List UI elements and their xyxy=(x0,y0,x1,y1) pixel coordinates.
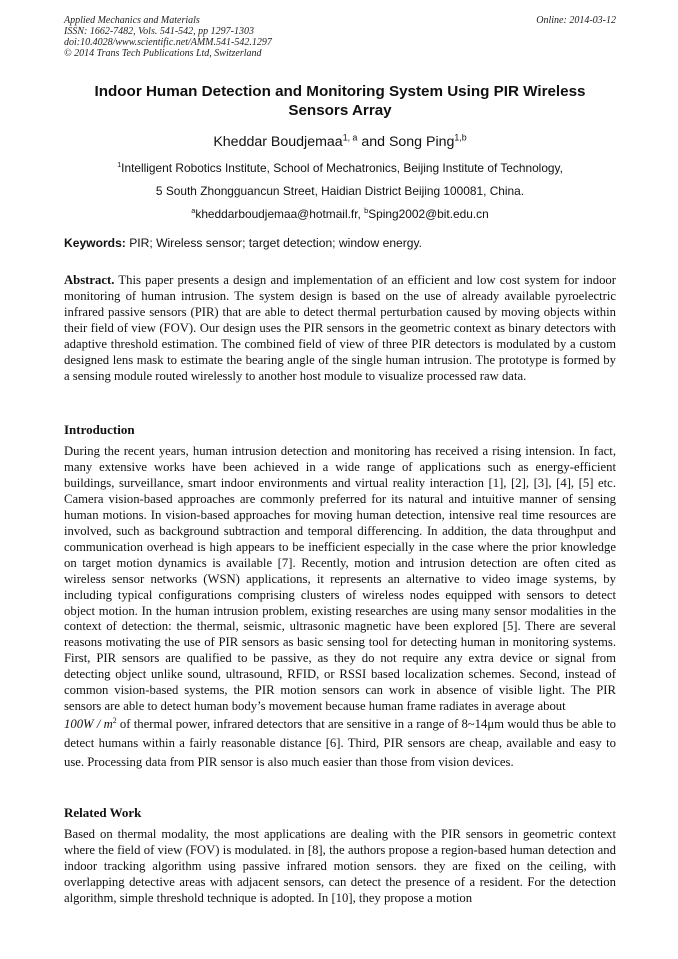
email-line xyxy=(64,203,616,226)
issn-line: ISSN: 1662-7482, Vols. 541-542, pp 1297-1303 xyxy=(64,26,254,37)
power-density-formula: 100W / m xyxy=(64,717,113,732)
introduction-text xyxy=(64,444,616,772)
doi-line: doi:10.4028/www.scientific.net/AMM.541-542.1297 xyxy=(64,37,272,48)
affiliation-block xyxy=(64,157,616,226)
author-1-affil: 1, a xyxy=(342,132,358,143)
author-2: Song Ping xyxy=(388,134,455,150)
email-marker-b: b xyxy=(364,206,369,216)
affiliation-text-1: Intelligent Robotics Institute, School of Mechatronics, Beijing Institute of Technology, xyxy=(121,161,563,175)
paper-title xyxy=(64,82,616,120)
email-b: Sping2002@bit.edu.cn xyxy=(368,207,489,221)
related-work-heading: Related Work xyxy=(64,805,142,820)
math-line xyxy=(64,717,616,769)
abstract-label: Abstract. xyxy=(64,273,115,287)
affiliation-line-2: 5 South Zhongguancun Street, Haidian District Beijing 100081, China. xyxy=(155,184,525,198)
affiliation-line-1 xyxy=(64,157,616,180)
formula-exponent: 2 xyxy=(112,715,117,725)
abstract xyxy=(64,273,616,385)
journal-name: Applied Mechanics and Materials xyxy=(64,15,200,26)
email-marker-a: a xyxy=(191,206,196,216)
author-2-affil: 1,b xyxy=(454,132,467,143)
author-1: Kheddar Boudjemaa xyxy=(213,134,343,150)
affiliation-marker: 1 xyxy=(117,160,122,170)
keywords-text: PIR; Wireless sensor; target detection; window energy. xyxy=(125,236,423,250)
author-line xyxy=(64,133,616,151)
journal-header xyxy=(64,15,616,59)
copyright-line: © 2014 Trans Tech Publications Ltd, Switzerland xyxy=(64,48,262,59)
keywords-label: Keywords: xyxy=(64,236,126,250)
introduction-text-a: During the recent years, human intrusion detection and monitoring has received a rising intension. In fact, many extensive works have been achieved in a wide range of applications such as energy-efficient buildings, surveillance, smart indoor environments and virtual reality interaction [1], [2], [3], [4], [5] etc. Camera vision-based approaches are commonly preferred for its natural and intuitive manner of sensing human motions. In vision-based approaches for moving human detection, intensive real time resources are involved, such as background subtraction and temporal differencing. In addition, the data throughput and communication overhead is high appears to be inefficient especially in the case where the prior knowledge on target motion dynamics is available [7]. Recently, motion and intrusion detection are often cited as wireless sensor networks (WSN) applications, it represents an alternative to video image systems, by including typical configurations comprising clusters of wireless nodes equipped with sensors to detect object motion. In the human intrusion problem, existing researches are using many sensor modalities in the context of detection: the thermal, seismic, ultrasonic magnetic have been explored [5]. There are several reasons motivating the use of PIR sensors as basic sensing tool for detecting human in monitoring systems. First, PIR sensors are qualified to be passive, as they do not require any extra device or signal from detecting object unlike sound, ultrasound, RFID, or RSSI based localization schemes. Second, instead of common vision-based systems, the PIR motion sensors can work in absence of visible light. The PIR sensors are able to detect human body’s movement because human frame radiates in average about xyxy=(64,444,616,714)
introduction-heading: Introduction xyxy=(64,422,135,437)
email-a: kheddarboudjemaa@hotmail.fr, xyxy=(195,207,365,221)
keywords xyxy=(64,236,616,251)
author-conjunction: and xyxy=(357,134,389,150)
related-work-text: Based on thermal modality, the most applications are dealing with the PIR sensors in geometric context where the field of view (FOV) is modulated. in [8], the authors propose a region-based human detection and indoor tracking algorithm using passive infrared motion sensors. they are fixed on the ceiling, with overlapping detective areas with adjacent sensors, can detect the presence of a resident. For the detection algorithm, simple threshold technique is adopted. In [10], they propose a motion xyxy=(64,827,616,905)
online-date: Online: 2014-03-12 xyxy=(536,15,616,26)
title-line-2: Sensors Array xyxy=(288,102,392,119)
introduction-text-b: of thermal power, infrared detectors that are sensitive in a range of 8~14μm would thus be able to detect humans within a fairly reasonable distance [6]. Third, PIR sensors are cheap, available and easy to use. Processing data from PIR sensor is also much easier than those from vision devices. xyxy=(64,717,616,770)
title-line-1: Indoor Human Detection and Monitoring System Using PIR Wireless xyxy=(94,83,586,100)
abstract-text: This paper presents a design and implementation of an efficient and low cost system for indoor monitoring of human intrusion. The system design is based on the use of already available pyroelectric infrared passive sensors (PIR) that are able to detect thermal perturbation caused by moving objects within their field of view (FOV). Our design uses the PIR sensors in the geometric context as binary detectors with adaptive threshold estimation. The combined field of view of three PIR detectors is modulated by a custom designed lens mask to estimate the bearing angle of the single human intrusion. The prototype is formed by a sensing module routed wirelessly to another host module to visualize processed raw data. xyxy=(64,273,616,383)
